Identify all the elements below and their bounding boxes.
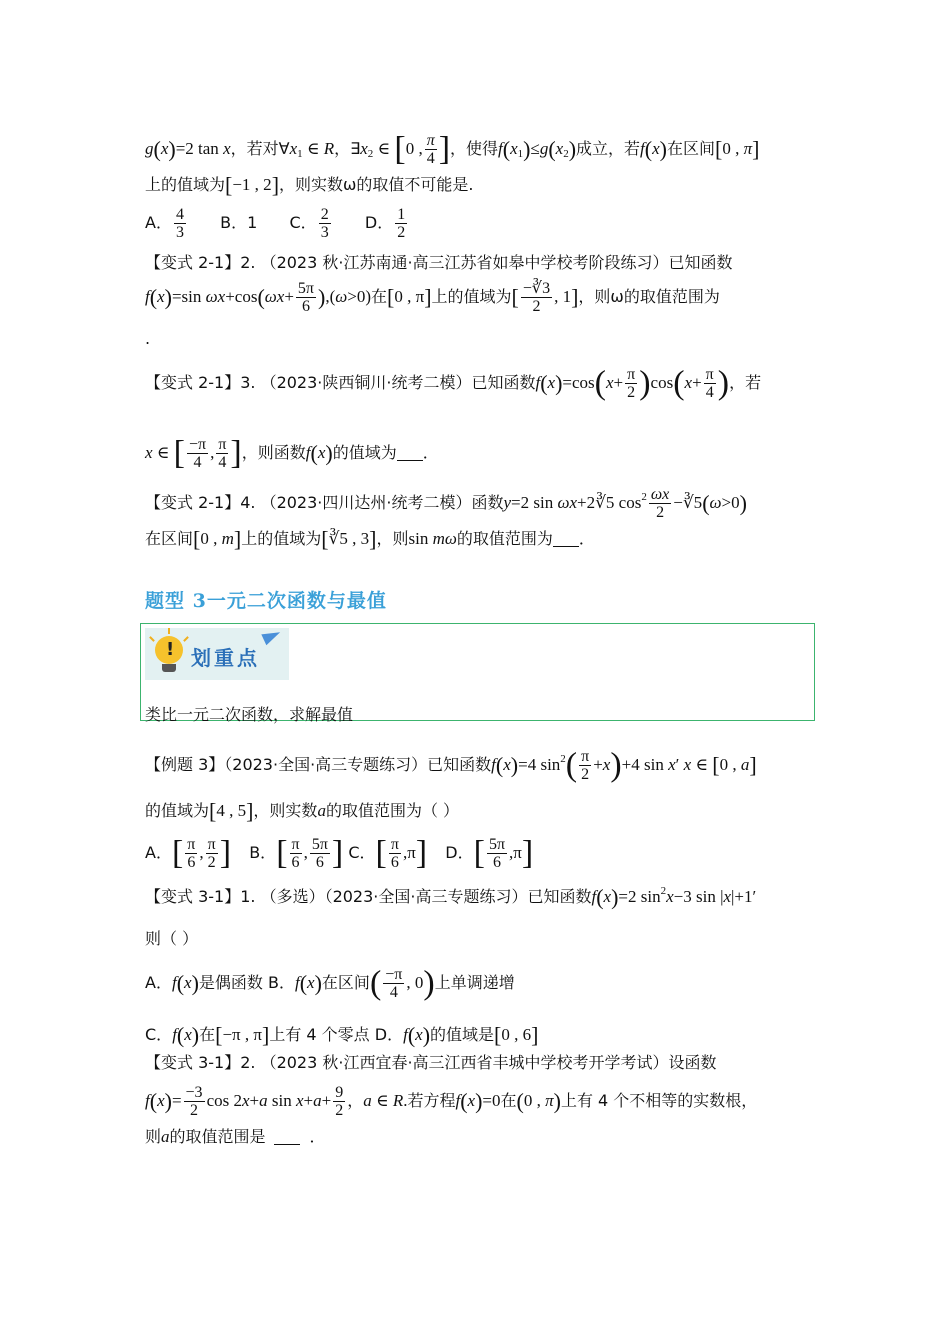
option-c[interactable]: C．[ $\frac{\pi}{6}$ ,π]: [348, 834, 428, 872]
keypoint-title: 划重点: [191, 646, 260, 670]
option-b[interactable]: B．f(x)在区间( $\frac{-\pi}{4}$ , 0)上单调递增: [268, 964, 515, 1002]
variant-3-1-2-heading: 【变式 3-1】2. （2023 秋·江西宜春·高三江西省丰城中学校考开学考试）设函数: [145, 1053, 717, 1072]
keypoint-box: [140, 623, 815, 724]
option-a[interactable]: A．[ $\frac{\pi}{6}$ , $\frac{\pi}{2}$ ]: [145, 834, 232, 872]
variant-3-1-1-ze: 则（ ）: [145, 929, 199, 948]
variant-2-1-2-end: .: [145, 329, 151, 348]
answer-blank[interactable]: [397, 446, 423, 461]
option-c[interactable]: C． $\frac{2}{3}$: [289, 206, 329, 241]
section-title: 题型 3一元二次函数与最值: [145, 590, 387, 612]
option-d[interactable]: D． $\frac{1}{2}$: [364, 206, 406, 241]
variant-3-1-1-options-ab: [145, 966, 515, 1001]
answer-blank[interactable]: [274, 1130, 300, 1145]
option-a[interactable]: A． $\frac{4}{3}$: [145, 206, 184, 241]
keypoint-banner: ! 划重点: [145, 628, 289, 680]
example-3-line-2: 的值域为[4 , 5]，则实数a的取值范围为（ ）: [145, 798, 460, 824]
variant-3-1-1-line: 【变式 3-1】1. （多选）（2023·全国·高三专题练习）已知函数f(x)=2 $\sin^2x-3$ sin |x|+1′: [145, 884, 757, 910]
option-b[interactable]: B．[ $\frac{\pi}{6}$ , $\frac{5\pi}{6}$ ]: [249, 834, 344, 872]
option-d[interactable]: D．f(x)的值域是[0 , 6]: [374, 1022, 539, 1048]
variant-2-1-3-line-2: x ∈ [ $\frac{-\pi}{4}$ , $\frac{\pi}{4}$ ]，则函数f(x)的值域为 ．: [145, 434, 439, 472]
paper-plane-icon: [261, 627, 282, 645]
example-3-line: 【例题 3】（2023·全国·高三专题练习）已知函数f(x)=4 $\sin^2$( $\frac{\pi}{2}$ +x)+4 sin x′ x ∈ [0 , a]: [145, 746, 757, 784]
variant-3-1-2-formula: f(x)= $\frac{-3}{2}$ cos 2x+a sin x+a+ $\frac{9}{2}$ ，a ∈ R.若方程f(x)=0在(0 , π)上有 4 个不相等的实数根，: [145, 1084, 758, 1119]
answer-blank[interactable]: [553, 532, 579, 547]
option-d[interactable]: D．[ $\frac{5\pi}{6}$ ,π]: [445, 834, 534, 872]
option-b[interactable]: B．1: [220, 213, 258, 232]
variant-3-1-2-end: 则a的取值范围是 ．: [145, 1127, 326, 1146]
variant-2-1-4-line-2: 在区间[0 , m]上的值域为[∛5 , 3]，则sin mω的取值范围为 ．: [145, 526, 595, 552]
option-c[interactable]: C．f(x)在[−π , π]上有 4 个零点: [145, 1022, 370, 1048]
option-a[interactable]: A．f(x)是偶函数: [145, 970, 263, 996]
answer-options: [145, 206, 409, 241]
question-line-1: g(x)=2 tan x，若对$\forall x_1$ ∈ R，$\exists x_2$ ∈ [0 , $\frac{\pi}{4}$ ]，使得$f(x_1)\le g(x_2)$成立，若f(x)在区间[0 , π]: [145, 130, 760, 168]
question-line-2: 上的值域为[−1 , 2]，则实数ω的取值不可能是.: [145, 172, 474, 198]
variant-2-1-3-line: 【变式 2-1】3. （2023·陕西铜川·统考二模）已知函数f(x)=cos(x+ $\frac{\pi}{2}$ )cos(x+ $\frac{\pi}{4}$ )，若: [145, 364, 762, 402]
variant-3-1-1-options-cd: [145, 1024, 538, 1047]
variant-2-1-2-formula: f(x)=sin ωx+cos(ωx+ $\frac{5\pi}{6}$ ),(ω>0)在[0 , π]上的值域为[ $\frac{-∛3}{2}$ , 1]，则ω的取值范围为: [145, 280, 720, 315]
cond-text: ，若对∀: [230, 139, 290, 158]
example-3-options: [145, 836, 533, 871]
variant-2-1-2-heading: 【变式 2-1】2. （2023 秋·江苏南通·高三江苏省如皋中学校考阶段练习）已知函数: [145, 253, 733, 272]
keypoint-text: 类比一元二次函数，求解最值: [145, 705, 354, 724]
variant-2-1-4-line: 【变式 2-1】4. （2023·四川达州·统考二模）函数y=2 sin ωx+2∛5 $\cos^2$ $\frac{\omega x}{2}$ −∛5(ω>0): [145, 486, 747, 521]
